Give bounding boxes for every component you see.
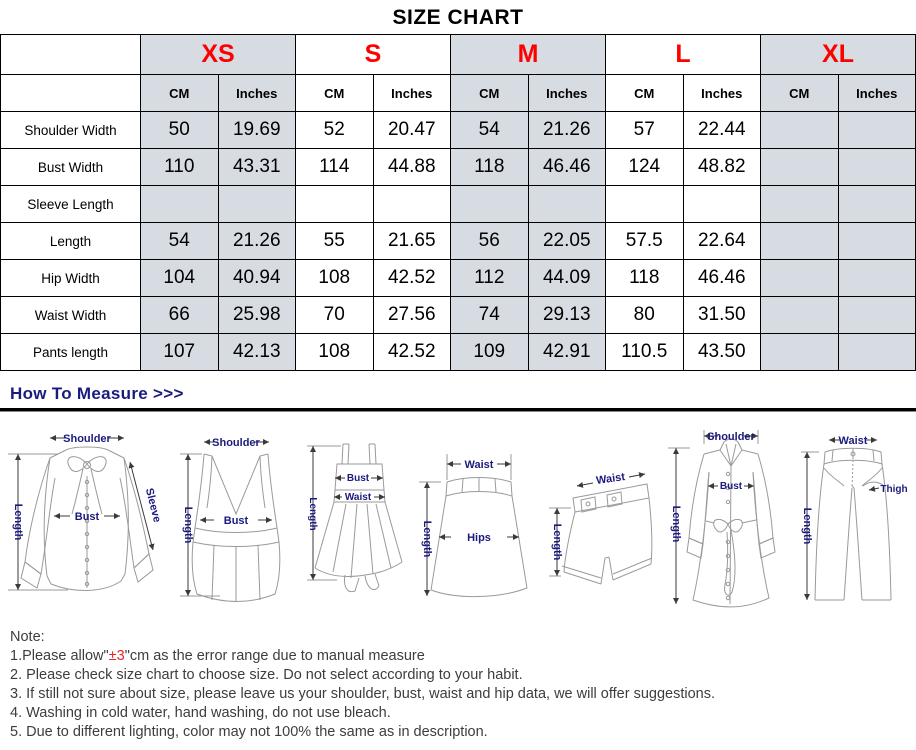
size-header-m: M (451, 35, 606, 75)
size-value-cell: 43.50 (683, 334, 761, 371)
size-value-cell: 108 (296, 260, 374, 297)
size-value-cell: 42.91 (528, 334, 606, 371)
size-value-cell: 54 (141, 223, 219, 260)
size-chart-table (0, 34, 916, 371)
size-value-cell: 56 (451, 223, 529, 260)
note-line: 4. Washing in cold water, hand washing, do not use bleach. (10, 705, 391, 721)
size-value-cell: 20.47 (373, 112, 451, 149)
size-value-cell (838, 112, 916, 149)
garment-outline (549, 484, 652, 584)
size-value-cell: 57 (606, 112, 684, 149)
size-value-cell: 46.46 (528, 149, 606, 186)
measurement-marks (557, 474, 645, 576)
size-value-cell: 46.46 (683, 260, 761, 297)
note-highlight: ±3 (108, 648, 125, 664)
note-line: 3. If still not sure about size, please leave us your shoulder, bust, waist and hip data, we will offer suggestions. (10, 686, 715, 702)
size-value-cell (761, 186, 839, 223)
size-value-cell: 114 (296, 149, 374, 186)
size-value-cell: 19.69 (218, 112, 296, 149)
size-value-cell: 124 (606, 149, 684, 186)
size-chart-table-body (1, 35, 916, 371)
garment-outline (668, 430, 775, 607)
size-value-cell: 108 (296, 334, 374, 371)
size-value-cell: 29.13 (528, 297, 606, 334)
label-sleeve: Sleeve (142, 486, 163, 524)
size-value-cell: 80 (606, 297, 684, 334)
size-value-cell: 70 (296, 297, 374, 334)
garment-dress-diagram (301, 422, 411, 602)
size-value-cell: 27.56 (373, 297, 451, 334)
unit-header: CM (761, 75, 839, 112)
table-row (1, 149, 916, 186)
label-bust: Bust (223, 515, 249, 527)
garment-vest-diagram (174, 428, 299, 623)
label-length: Length (307, 497, 318, 531)
size-value-cell: 104 (141, 260, 219, 297)
label-shoulder: Shoulder (707, 431, 755, 443)
size-header-s: S (296, 35, 451, 75)
table-row (1, 334, 916, 371)
size-value-cell (761, 334, 839, 371)
size-value-cell: 74 (451, 297, 529, 334)
size-value-cell (838, 223, 916, 260)
unit-header: CM (606, 75, 684, 112)
unit-header: CM (141, 75, 219, 112)
garment-pants-diagram (799, 428, 909, 623)
unit-header: Inches (528, 75, 606, 112)
size-value-cell: 110 (141, 149, 219, 186)
note-line: 1.Please allow"±3"cm as the error range due to manual measure (10, 648, 425, 664)
size-value-cell: 22.44 (683, 112, 761, 149)
size-value-cell: 21.26 (528, 112, 606, 149)
size-value-cell: 110.5 (606, 334, 684, 371)
garment-blouse-diagram (2, 424, 172, 619)
unit-header: CM (296, 75, 374, 112)
size-value-cell (451, 186, 529, 223)
table-row (1, 223, 916, 260)
measurement-diagrams (0, 412, 916, 622)
size-value-cell: 31.50 (683, 297, 761, 334)
how-to-measure-heading: How To Measure >>> (10, 384, 184, 403)
size-value-cell (838, 334, 916, 371)
notes-list (10, 647, 906, 742)
label-shoulder: Shoulder (63, 433, 111, 445)
size-value-cell: 50 (141, 112, 219, 149)
size-value-cell: 52 (296, 112, 374, 149)
label-thigh: Thigh (880, 484, 908, 495)
measurement-row-label: Waist Width (1, 297, 141, 334)
size-value-cell: 118 (606, 260, 684, 297)
size-value-cell (761, 297, 839, 334)
garment-shorts-diagram (545, 454, 660, 599)
table-row (1, 186, 916, 223)
garment-skirt-diagram (413, 440, 543, 610)
garment-outline (307, 444, 402, 592)
size-value-cell: 112 (451, 260, 529, 297)
size-value-cell: 22.05 (528, 223, 606, 260)
size-value-cell (141, 186, 219, 223)
size-header-xl: XL (761, 35, 916, 75)
garment-coat-diagram (662, 424, 797, 619)
size-value-cell: 66 (141, 297, 219, 334)
size-value-cell: 40.94 (218, 260, 296, 297)
measurement-row-label: Sleeve Length (1, 186, 141, 223)
corner-cell (1, 75, 141, 112)
note-line: 2. Please check size chart to choose size. Do not select according to your habit. (10, 667, 523, 683)
size-value-cell: 44.09 (528, 260, 606, 297)
size-value-cell: 44.88 (373, 149, 451, 186)
size-value-cell: 42.52 (373, 334, 451, 371)
size-value-cell (606, 186, 684, 223)
table-row (1, 260, 916, 297)
unit-header: Inches (683, 75, 761, 112)
garment-outline (801, 448, 891, 600)
label-bust: Bust (74, 511, 100, 523)
label-length: Length (801, 507, 813, 545)
size-value-cell: 54 (451, 112, 529, 149)
size-value-cell: 21.26 (218, 223, 296, 260)
label-length: Length (182, 506, 194, 544)
garment-outline (419, 454, 527, 597)
size-value-cell (838, 297, 916, 334)
size-value-cell (683, 186, 761, 223)
size-value-cell: 22.64 (683, 223, 761, 260)
size-value-cell: 42.52 (373, 260, 451, 297)
size-value-cell (761, 112, 839, 149)
size-value-cell (838, 186, 916, 223)
measurement-marks (313, 446, 385, 580)
measurement-row-label: Bust Width (1, 149, 141, 186)
size-value-cell (373, 186, 451, 223)
measurement-row-label: Length (1, 223, 141, 260)
size-value-cell: 43.31 (218, 149, 296, 186)
size-value-cell (528, 186, 606, 223)
unit-header: CM (451, 75, 529, 112)
unit-header: Inches (373, 75, 451, 112)
size-value-cell: 42.13 (218, 334, 296, 371)
size-header-l: L (606, 35, 761, 75)
label-length: Length (421, 520, 433, 558)
size-value-cell: 109 (451, 334, 529, 371)
notes-section (0, 622, 916, 742)
size-header-xs: XS (141, 35, 296, 75)
label-shoulder: Shoulder (212, 437, 260, 449)
label-bust: Bust (346, 473, 370, 484)
measurement-row-label: Shoulder Width (1, 112, 141, 149)
size-value-cell (761, 260, 839, 297)
size-value-cell (296, 186, 374, 223)
size-value-cell (761, 149, 839, 186)
table-row (1, 112, 916, 149)
label-waist: Waist (595, 471, 626, 487)
label-length: Length (670, 505, 682, 543)
size-value-cell (838, 149, 916, 186)
size-value-cell (218, 186, 296, 223)
label-bust: Bust (719, 481, 743, 492)
label-waist: Waist (838, 435, 868, 447)
size-value-cell: 21.65 (373, 223, 451, 260)
size-value-cell: 25.98 (218, 297, 296, 334)
label-waist: Waist (464, 459, 494, 471)
corner-cell (1, 35, 141, 75)
label-hips: Hips (467, 532, 491, 544)
size-value-cell (761, 223, 839, 260)
label-waist: Waist (344, 492, 372, 503)
size-value-cell: 57.5 (606, 223, 684, 260)
label-length: Length (551, 523, 563, 561)
unit-header: Inches (218, 75, 296, 112)
size-value-cell: 48.82 (683, 149, 761, 186)
measurement-row-label: Pants length (1, 334, 141, 371)
notes-heading: Note: (10, 629, 45, 645)
size-value-cell: 107 (141, 334, 219, 371)
measurement-row-label: Hip Width (1, 260, 141, 297)
size-value-cell: 118 (451, 149, 529, 186)
note-line: 5. Due to different lighting, color may not 100% the same as in description. (10, 724, 488, 740)
label-length: Length (12, 503, 24, 541)
unit-header: Inches (838, 75, 916, 112)
size-value-cell (838, 260, 916, 297)
page-title: SIZE CHART (392, 6, 524, 29)
size-value-cell: 55 (296, 223, 374, 260)
table-row (1, 297, 916, 334)
